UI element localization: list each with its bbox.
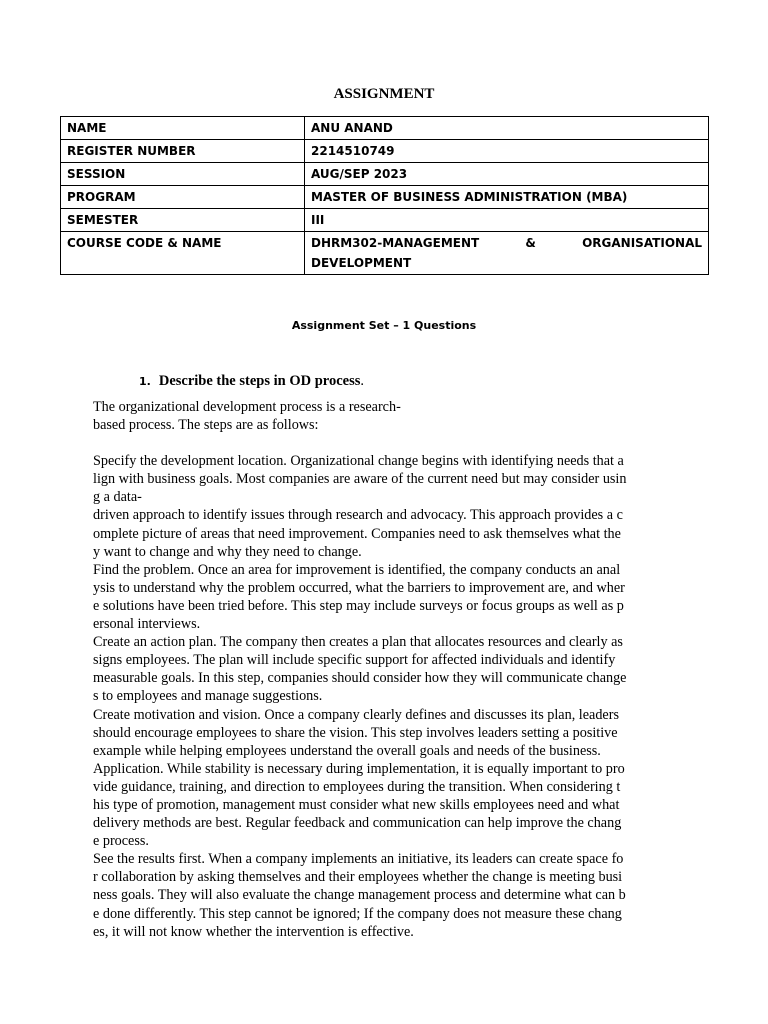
- text-line: driven approach to identify issues through research and advocacy. This approach provides a c: [93, 507, 623, 524]
- row-value: 2214510749: [305, 140, 709, 163]
- text-line: lign with business goals. Most companies are aware of the current need but may consider usin: [93, 471, 627, 488]
- question-suffix: .: [360, 373, 364, 389]
- question-text: Describe the steps in OD process: [158, 373, 361, 389]
- text-line: should encourage employees to share the vision. This step involves leaders setting a positive: [93, 724, 618, 741]
- text-line: ness goals. They will also evaluate the change management process and determine what can b: [93, 887, 626, 904]
- text-line: example while helping employees understand the overall goals and needs of the business.: [93, 742, 601, 759]
- row-value: ANU ANAND: [305, 117, 709, 140]
- row-label: SEMESTER: [61, 209, 305, 232]
- text-line: Application. While stability is necessary during implementation, it is equally important to pro: [93, 760, 625, 777]
- text-line: Create motivation and vision. Once a company clearly defines and discusses its plan, leaders: [93, 706, 619, 723]
- text-line: Specify the development location. Organizational change begins with identifying needs that a: [93, 453, 624, 470]
- text-line: r collaboration by asking themselves and their employees whether the change is meeting busi: [93, 869, 623, 886]
- text-line: Create an action plan. The company then creates a plan that allocates resources and clearly as: [93, 634, 623, 651]
- text-line: e done differently. This step cannot be ignored; If the company does not measure these chang: [93, 905, 622, 922]
- text-line: signs employees. The plan will include specific support for affected individuals and identify: [93, 652, 616, 669]
- row-label: PROGRAM: [61, 186, 305, 209]
- table-row: [61, 140, 709, 163]
- table-row: [61, 209, 709, 232]
- answer-text: [93, 452, 693, 941]
- text-line: g a data-: [93, 489, 142, 506]
- document-title: ASSIGNMENT: [333, 86, 435, 102]
- course-value-line1: DHRM302-MANAGEMENT & ORGANISATIONAL: [311, 236, 702, 250]
- text-line: e solutions have been tried before. This step may include surveys or focus groups as well as p: [93, 597, 624, 614]
- text-line: ersonal interviews.: [93, 616, 201, 633]
- text-line: s to employees and manage suggestions.: [93, 688, 323, 705]
- assignment-set-heading: Assignment Set – 1 Questions: [291, 319, 477, 332]
- text-line: measurable goals. In this step, companies should consider how they will communicate change: [93, 670, 627, 687]
- text-line: The organizational development process is a research-: [93, 399, 401, 415]
- text-line: See the results first. When a company implements an initiative, its leaders can create space fo: [93, 851, 624, 868]
- course-value-line2: DEVELOPMENT: [311, 256, 412, 270]
- text-line: y want to change and why they need to change.: [93, 543, 362, 560]
- text-line: omplete picture of areas that need improvement. Companies need to ask themselves what the: [93, 525, 621, 542]
- text-line: Find the problem. Once an area for improvement is identified, the company conducts an anal: [93, 561, 621, 578]
- text-line: vide guidance, training, and direction to employees during the transition. When considering t: [93, 778, 621, 795]
- row-value: III: [305, 209, 709, 232]
- answer-body: [93, 398, 693, 941]
- table-row: [61, 232, 709, 275]
- row-value: AUG/SEP 2023: [305, 163, 709, 186]
- intro-paragraph: [93, 398, 693, 434]
- row-label: COURSE CODE & NAME: [61, 232, 305, 275]
- text-line: based process. The steps are as follows:: [93, 417, 319, 434]
- row-value: MASTER OF BUSINESS ADMINISTRATION (MBA): [305, 186, 709, 209]
- text-line: ysis to understand why the problem occurred, what the barriers to improvement are, and wher: [93, 579, 625, 596]
- text-line: e process.: [93, 833, 149, 850]
- table-row: [61, 186, 709, 209]
- table-row: [61, 163, 709, 186]
- row-value: [305, 232, 709, 275]
- text-line: es, it will not know whether the intervention is effective.: [93, 923, 414, 940]
- table-row: [61, 117, 709, 140]
- paragraph-gap: [93, 434, 693, 452]
- row-label: REGISTER NUMBER: [61, 140, 305, 163]
- row-label: SESSION: [61, 163, 305, 186]
- question-number: 1.: [139, 375, 151, 388]
- text-line: delivery methods are best. Regular feedback and communication can help improve the chang: [93, 815, 622, 832]
- student-info-table: [60, 116, 709, 275]
- text-line: his type of promotion, management must consider what new skills employees need and what: [93, 796, 620, 813]
- row-label: NAME: [61, 117, 305, 140]
- question-heading: [139, 373, 364, 390]
